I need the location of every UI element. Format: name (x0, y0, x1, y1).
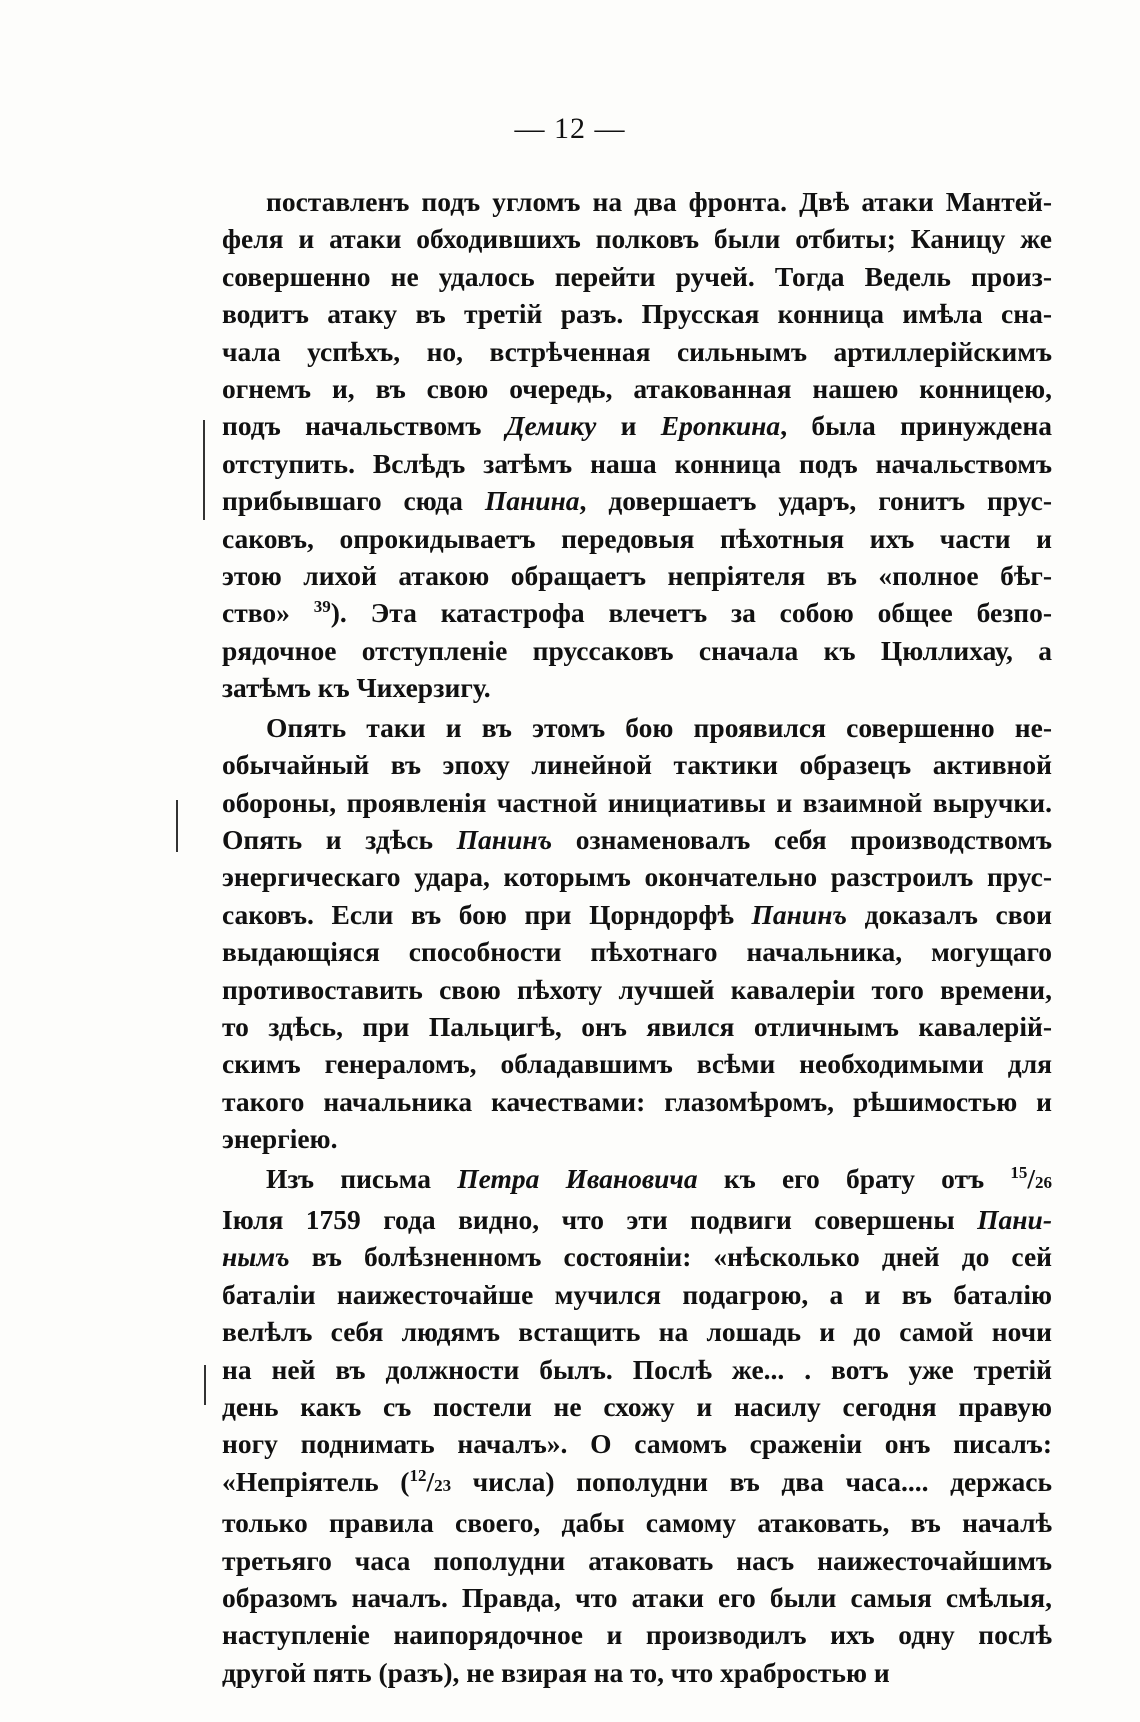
italic-name: нымъ (222, 1241, 290, 1273)
text-line: отступить. Вслѣдъ затѣмъ наша конница подъ начальствомъ (222, 447, 1052, 479)
margin-line-mark (204, 1365, 206, 1405)
text-line: наступленіе наипорядочное и производилъ ихъ одну послѣ (222, 1619, 1052, 1651)
superscript: 15 (1010, 1162, 1028, 1182)
text-line: баталіи наижесточайше мучился подагрою, а и въ баталію (222, 1278, 1052, 1310)
text-line: только правила своего, дабы самому атаковать, въ началѣ (222, 1507, 1052, 1539)
text-line: феля и атаки обходившихъ полковъ были отбиты; Каницу же (222, 223, 1052, 255)
italic-name: Петра Ивановича (457, 1162, 698, 1194)
text-line: велѣлъ себя людямъ встащить на лошадь и до самой ночи (222, 1316, 1052, 1348)
text-line: Опять и здѣсь Панинъ ознаменовалъ себя производствомъ (222, 823, 1052, 855)
paragraph (222, 1160, 1052, 1692)
text-line: рядочное отступленіе пруссаковъ сначала къ Цюллихау, а (222, 634, 1052, 666)
text-line: прибывшаго сюда Панина, довершаетъ ударъ, гонитъ прус- (222, 485, 1053, 517)
text-line: огнемъ и, въ свою очередь, атакованная нашею конницею, (222, 373, 1052, 405)
text-line: Іюля 1759 года видно, что эти подвиги совершены Пани- (222, 1203, 1052, 1235)
text-line: ство» $^{39}$). Эта катастрофа влечетъ за собою общее безпо- (222, 597, 1052, 629)
text-line: чала успѣхъ, но, встрѣченная сильнымъ артиллерійскимъ (222, 335, 1052, 367)
text-line: обороны, проявленія частной инициативы и взаимной выручки. (222, 786, 1052, 818)
text-line: на ней въ должности былъ. Послѣ же... . вотъ уже третій (222, 1353, 1052, 1385)
text-line: саковъ, опрокидываетъ передовыя пѣхотныя ихъ части и (222, 522, 1052, 554)
text-line: «Непріятель ($^{12}$/23 числа) пополудни въ два часа.... держась (222, 1465, 1052, 1497)
italic-name: Демику (505, 410, 597, 442)
text-line: другой пять (разъ), не взирая на то, что храбростью и (222, 1656, 890, 1688)
text-line: Опять таки и въ этомъ бою проявился совершенно не- (266, 711, 1052, 743)
italic-name: Пани- (977, 1203, 1052, 1235)
text-line: этою лихой атакою обращаетъ непріятеля въ «полное бѣг- (222, 560, 1052, 592)
text-line: противоставить свою пѣхоту лучшей кавалеріи того времени, (222, 973, 1052, 1005)
text-line: совершенно не удалось перейти ручей. Тогда Ведель произ- (222, 260, 1052, 292)
text-line: ногу поднимать началъ». О самомъ сраженіи онъ писалъ: (222, 1428, 1052, 1460)
text-line: подъ начальствомъ Демику и Еропкина, была принуждена (222, 410, 1052, 442)
text-line: саковъ. Если въ бою при Цорндорфѣ Панинъ доказалъ свои (222, 898, 1052, 930)
superscript: 12 (409, 1465, 427, 1485)
text-line: день какъ съ постели не схожу и насилу сегодня правую (222, 1391, 1052, 1422)
text-line: то здѣсь, при Пальцигѣ, онъ явился отличнымъ кавалерій- (222, 1010, 1052, 1042)
superscript: 39 (313, 597, 331, 617)
paragraph (222, 709, 1052, 1158)
text-line: обычайный въ эпоху линейной тактики образецъ активной (222, 749, 1052, 781)
paragraph (222, 183, 1052, 707)
italic-name: Панинъ (751, 898, 847, 930)
fraction-denominator: 23 (434, 1475, 452, 1495)
italic-name: Еропкина (660, 410, 781, 442)
margin-line-mark (203, 420, 205, 520)
text-line: энергическаго удара, которымъ окончательно разстроилъ прус- (222, 861, 1052, 893)
margin-line-mark (176, 800, 178, 852)
text-line: поставленъ подъ угломъ на два фронта. Двѣ атаки Мантей- (266, 186, 1052, 217)
text-line: третьяго часа пополудни атаковать насъ наижесточайшимъ (222, 1544, 1052, 1576)
text-line: Изъ письма Петра Ивановича къ его брату отъ $^{15}$/26 (266, 1162, 1052, 1194)
page-number: — 12 — (514, 112, 626, 145)
text-line: водитъ атаку въ третій разъ. Прусская конница имѣла сна- (222, 298, 1052, 330)
fraction-denominator: 26 (1034, 1172, 1052, 1192)
text-line: такого начальника качествами: глазомѣромъ, рѣшимостью и (222, 1085, 1052, 1117)
text-line: скимъ генераломъ, обладавшимъ всѣми необходимыми для (222, 1048, 1052, 1080)
italic-name: Панина (484, 485, 580, 517)
body-text (222, 183, 1052, 1691)
text-line: выдающіяся способности пѣхотнаго начальника, могущаго (222, 936, 1052, 968)
text-line: энергіею. (222, 1123, 338, 1155)
text-line: затѣмъ къ Чихерзигу. (222, 672, 491, 704)
italic-name: Панинъ (456, 823, 553, 855)
text-line: образомъ началъ. Правда, что атаки его были самыя смѣлыя, (222, 1582, 1052, 1614)
text-line: нымъ въ болѣзненномъ состояніи: «нѣсколько дней до сей (222, 1241, 1052, 1273)
